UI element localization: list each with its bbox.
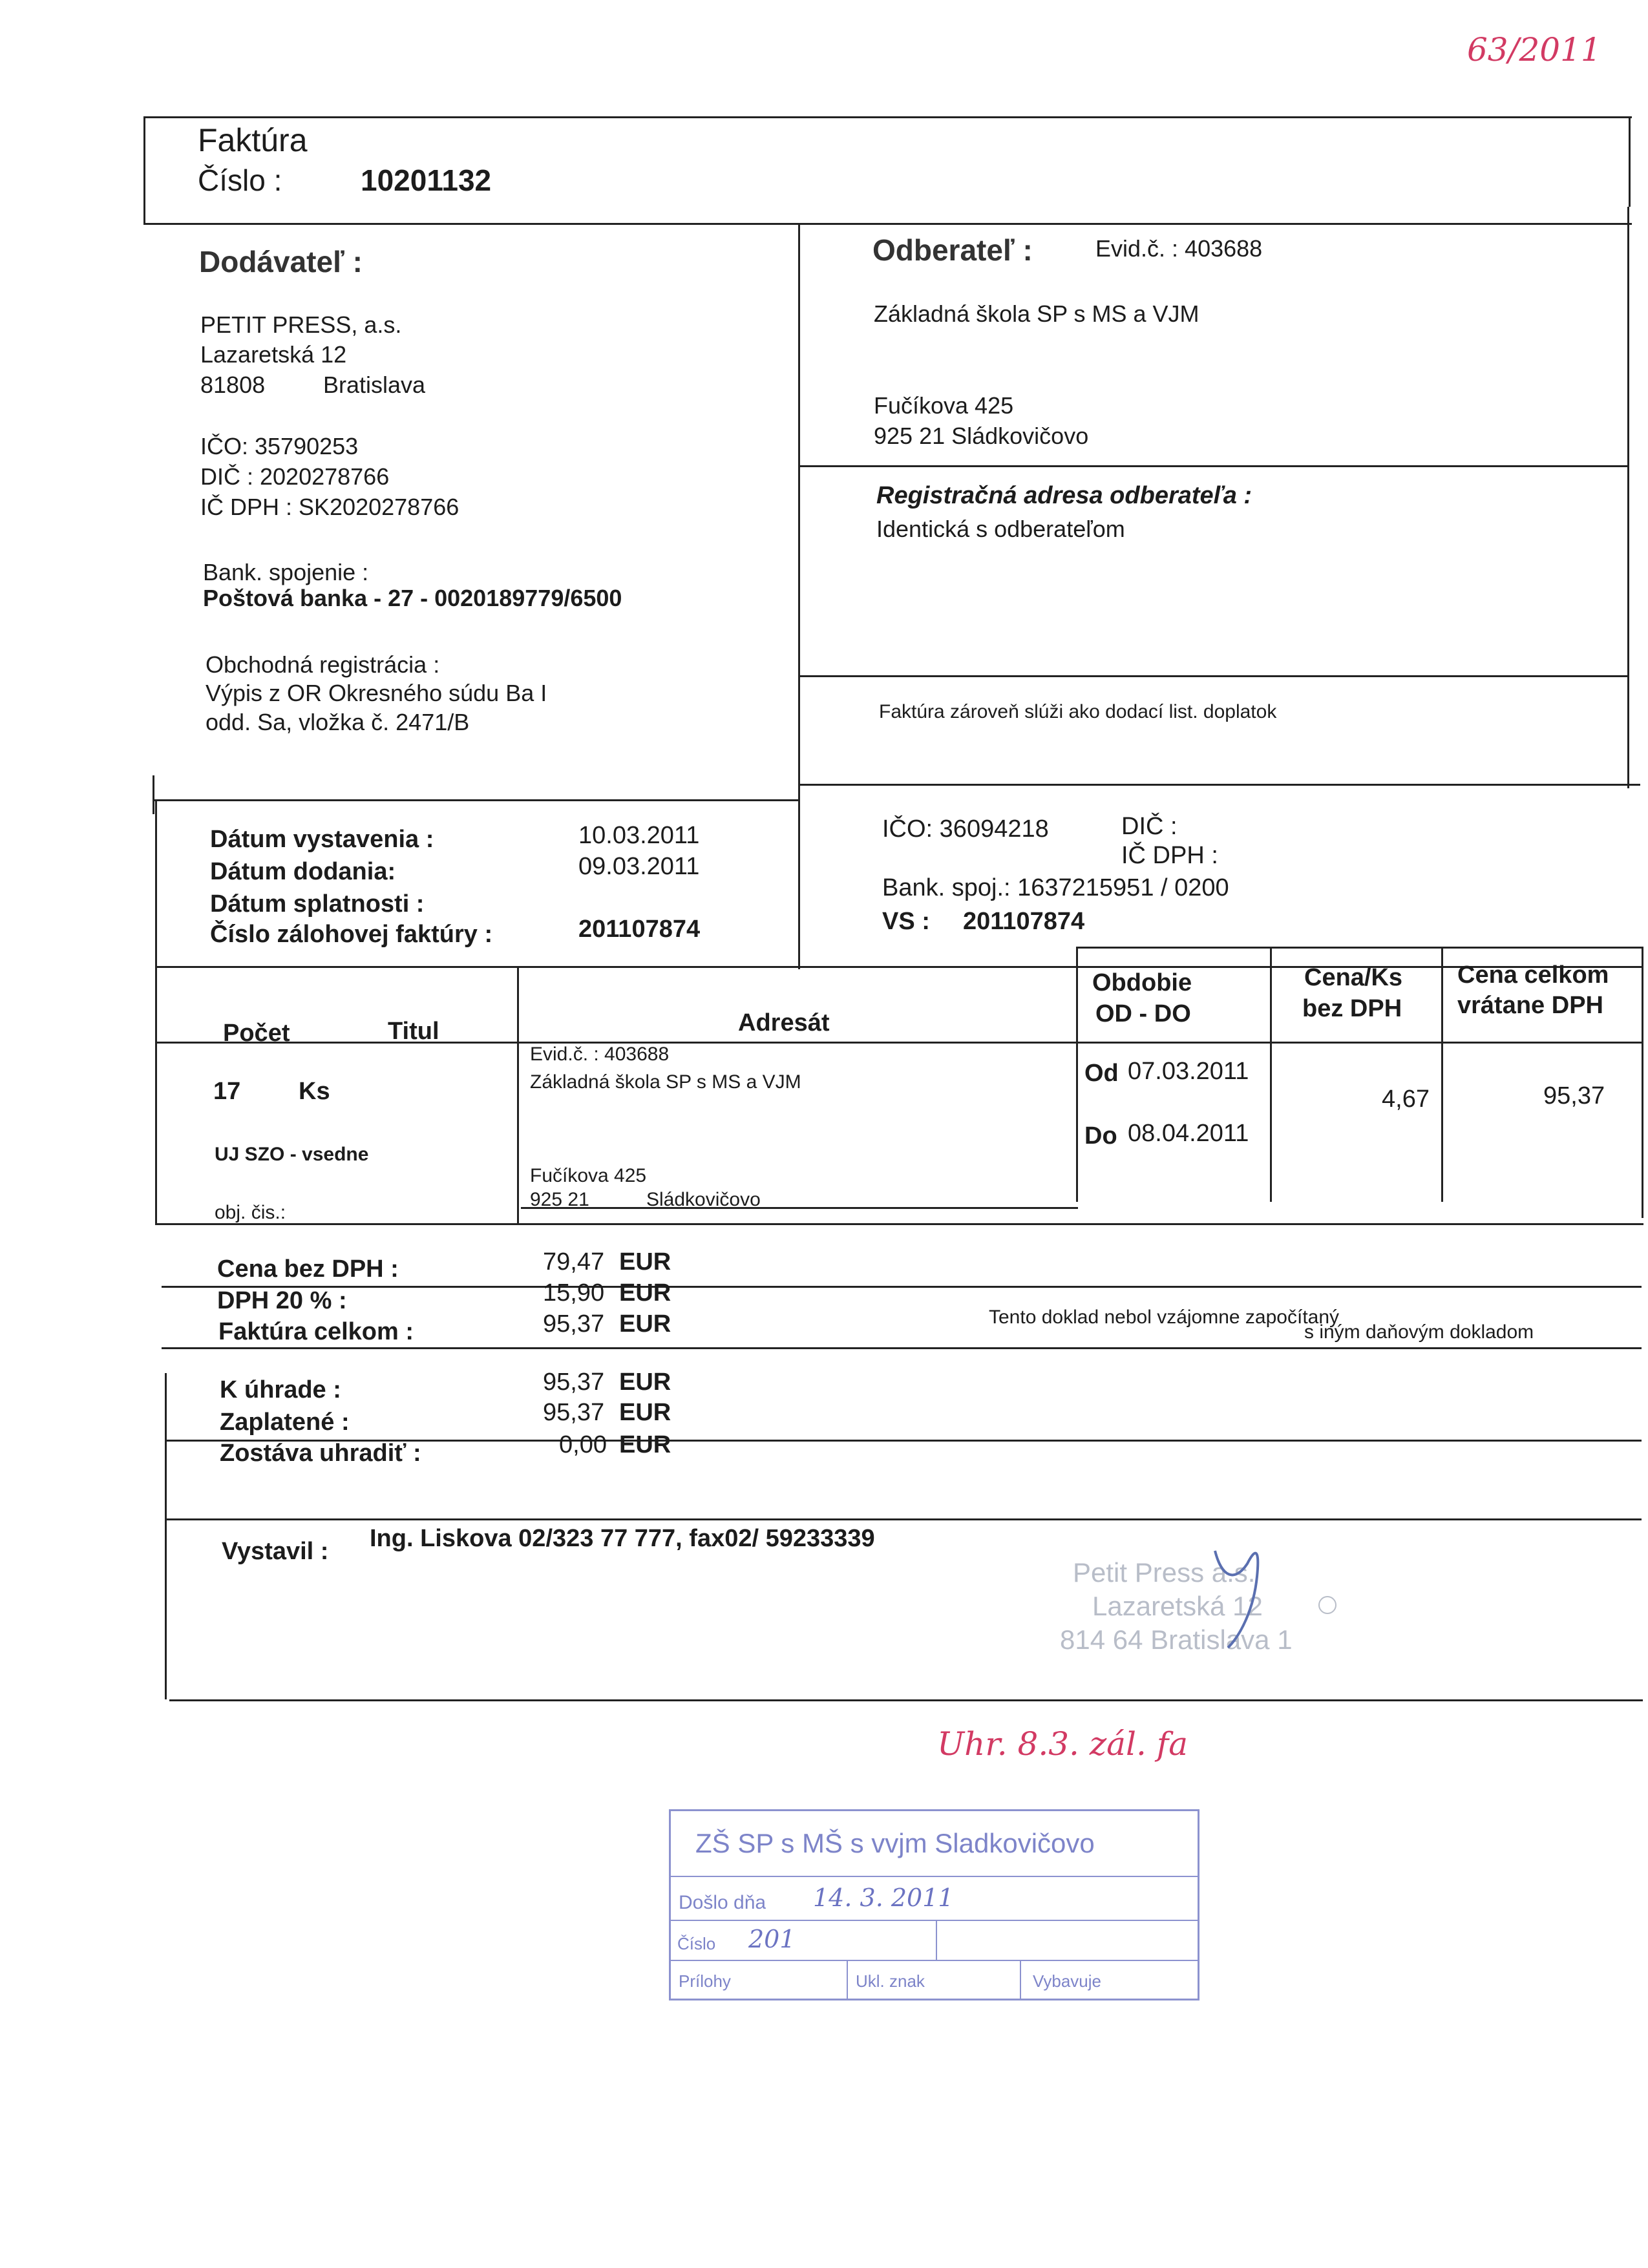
column-total-subheader: vrátane DPH xyxy=(1457,992,1603,1019)
amount-due-label: K úhrade : xyxy=(220,1376,341,1403)
invoice-number-label: Číslo : xyxy=(198,163,282,197)
supplier-registration-line1: Výpis z OR Okresného súdu Ba I xyxy=(206,680,547,706)
customer-name: Základná škola SP s MS a VJM xyxy=(874,300,1199,327)
supplier-zip: 81808 xyxy=(200,372,266,398)
column-addressee-header: Adresát xyxy=(738,1009,830,1036)
variable-symbol-label: VS : xyxy=(882,908,930,935)
net-price-label: Cena bez DPH : xyxy=(217,1255,399,1283)
supplier-icdph: IČ DPH : SK2020278766 xyxy=(200,494,460,520)
amount-remaining-currency: EUR xyxy=(619,1431,671,1458)
customer-registration-heading: Registračná adresa odberateľa : xyxy=(876,482,1252,509)
item-addressee-name: Základná škola SP s MS a VJM xyxy=(530,1071,801,1093)
item-addressee-evid: Evid.č. : 403688 xyxy=(530,1044,670,1065)
delivery-note-text: Faktúra zároveň slúži ako dodací list. doplatok xyxy=(879,701,1277,722)
column-unit-price-subheader: bez DPH xyxy=(1302,995,1402,1022)
customer-bank: Bank. spoj.: 1637215951 / 0200 xyxy=(882,874,1229,901)
issued-by-label: Vystavil : xyxy=(222,1538,329,1565)
item-period-from: 07.03.2011 xyxy=(1128,1058,1249,1085)
item-addressee-city: Sládkovičovo xyxy=(646,1189,761,1210)
handwritten-reference-note: 63/2011 xyxy=(1467,31,1601,68)
supplier-city: Bratislava xyxy=(323,372,426,398)
supplier-registration-label: Obchodná registrácia : xyxy=(206,651,440,678)
customer-dic: DIČ : xyxy=(1121,813,1178,840)
handwritten-payment-note: Uhr. 8.3. zál. fa xyxy=(937,1725,1188,1763)
receipt-stamp-school: ZŠ SP s MŠ s vvjm Sladkovičovo xyxy=(695,1828,1095,1858)
vat-label: DPH 20 % : xyxy=(217,1287,347,1314)
net-price: 79,47 xyxy=(543,1248,605,1276)
variable-symbol: 201107874 xyxy=(963,908,1085,935)
issued-by: Ing. Liskova 02/323 77 777, fax02/ 59233339 xyxy=(370,1525,875,1552)
delivery-date: 09.03.2011 xyxy=(578,853,700,880)
supplier-ico: IČO: 35790253 xyxy=(200,433,359,459)
supplier-name: PETIT PRESS, a.s. xyxy=(200,311,402,338)
amount-due: 95,37 xyxy=(543,1369,605,1396)
column-period-header: Obdobie xyxy=(1092,969,1192,996)
invoice-total-label: Faktúra celkom : xyxy=(218,1318,414,1345)
item-period-to-label: Do xyxy=(1084,1122,1117,1150)
customer-icdph: IČ DPH : xyxy=(1121,842,1218,869)
receipt-stamp-number: 201 xyxy=(748,1925,796,1953)
vat-currency: EUR xyxy=(619,1279,671,1307)
delivery-date-label: Dátum dodania: xyxy=(210,858,396,885)
item-order-number-label: obj. čis.: xyxy=(215,1202,286,1223)
item-unit: Ks xyxy=(299,1078,330,1105)
company-stamp-line3: 814 64 Bratislava 1 xyxy=(1060,1624,1293,1655)
due-date-label: Dátum splatnosti : xyxy=(210,890,425,918)
offset-note-line2: s iným daňovým dokladom xyxy=(1304,1321,1534,1343)
invoice-number: 10201132 xyxy=(361,163,492,197)
receipt-stamp-stored-label: Ukl. znak xyxy=(856,1971,925,1991)
net-price-currency: EUR xyxy=(619,1248,671,1276)
column-unit-price-header: Cena/Ks xyxy=(1304,964,1403,991)
invoice-title: Faktúra xyxy=(198,122,308,158)
invoice-total: 95,37 xyxy=(543,1310,605,1338)
column-total-header: Cena celkom xyxy=(1457,961,1609,989)
item-period-from-label: Od xyxy=(1084,1060,1119,1087)
amount-due-currency: EUR xyxy=(619,1369,671,1396)
amount-remaining-label: Zostáva uhradiť : xyxy=(220,1440,421,1467)
company-stamp-mark-icon xyxy=(1318,1596,1336,1614)
amount-paid: 95,37 xyxy=(543,1399,605,1426)
advance-invoice-number: 201107874 xyxy=(578,916,701,943)
receipt-stamp-received-date: 14. 3. 2011 xyxy=(813,1884,954,1912)
company-stamp-line2: Lazaretská 12 xyxy=(1092,1591,1263,1621)
receipt-stamp-handled-label: Vybavuje xyxy=(1033,1971,1101,1991)
customer-registration-value: Identická s odberateľom xyxy=(876,516,1125,542)
item-addressee-zip: 925 21 xyxy=(530,1189,589,1210)
receipt-stamp xyxy=(669,1809,1199,2000)
supplier-bank-account: Poštová banka - 27 - 0020189779/6500 xyxy=(203,585,622,611)
invoice-total-currency: EUR xyxy=(619,1310,671,1338)
offset-note-line1: Tento doklad nebol vzájomne započítaný xyxy=(989,1307,1340,1328)
customer-evid-number: Evid.č. : 403688 xyxy=(1095,235,1263,262)
receipt-stamp-attachments-label: Prílohy xyxy=(679,1971,731,1991)
column-count-header: Počet xyxy=(223,1020,290,1047)
customer-ico: IČO: 36094218 xyxy=(882,815,1049,843)
company-stamp-line1: Petit Press a.s. xyxy=(1073,1557,1256,1588)
amount-remaining: 0,00 xyxy=(559,1431,607,1458)
advance-invoice-label: Číslo zálohovej faktúry : xyxy=(210,921,493,948)
supplier-bank-label: Bank. spojenie : xyxy=(203,559,369,585)
supplier-registration-line2: odd. Sa, vložka č. 2471/B xyxy=(206,709,470,735)
item-addressee-street: Fučíkova 425 xyxy=(530,1165,647,1186)
column-period-range-header: OD - DO xyxy=(1095,1000,1191,1027)
item-unit-price: 4,67 xyxy=(1382,1086,1430,1113)
issue-date: 10.03.2011 xyxy=(578,822,700,849)
supplier-dic: DIČ : 2020278766 xyxy=(200,463,390,490)
amount-paid-label: Zaplatené : xyxy=(220,1409,350,1436)
supplier-street: Lazaretská 12 xyxy=(200,341,347,368)
item-period-to: 08.04.2011 xyxy=(1128,1120,1249,1147)
column-title-header: Titul xyxy=(388,1018,439,1045)
issue-date-label: Dátum vystavenia : xyxy=(210,826,434,853)
item-quantity: 17 xyxy=(213,1078,241,1105)
item-title: UJ SZO - vsedne xyxy=(215,1144,369,1165)
customer-heading: Odberateľ : xyxy=(872,233,1033,267)
supplier-heading: Dodávateľ : xyxy=(199,245,363,278)
receipt-stamp-number-label: Číslo xyxy=(677,1934,716,1953)
item-total: 95,37 xyxy=(1543,1082,1605,1109)
customer-street: Fučíkova 425 xyxy=(874,392,1014,419)
signature-mark-icon xyxy=(1202,1538,1273,1654)
receipt-stamp-received-label: Došlo dňa xyxy=(679,1892,766,1913)
amount-paid-currency: EUR xyxy=(619,1399,671,1426)
customer-zip-city: 925 21 Sládkovičovo xyxy=(874,423,1089,449)
vat-amount: 15,90 xyxy=(543,1279,605,1307)
